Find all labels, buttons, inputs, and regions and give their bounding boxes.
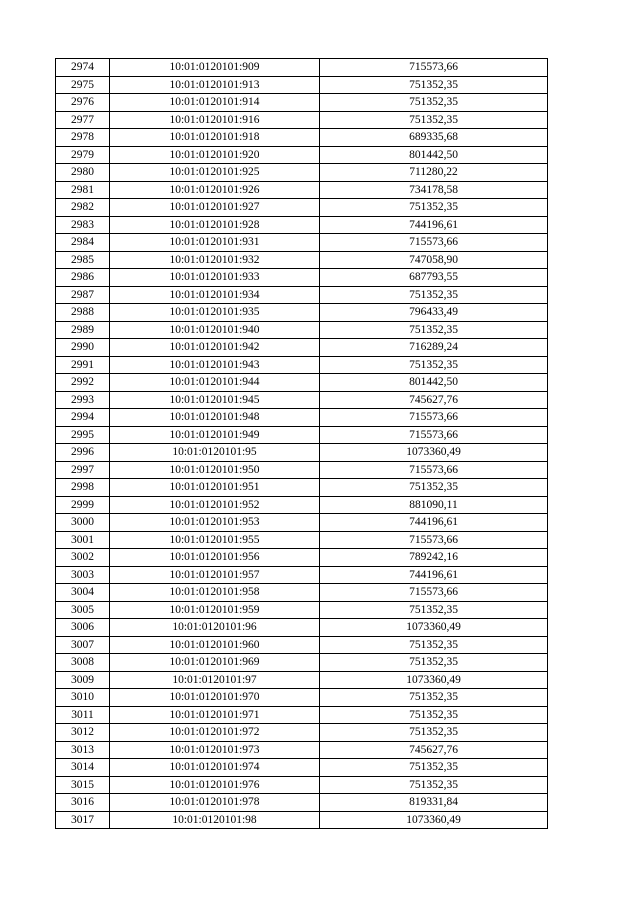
cadastral-value-cell: 801442,50 [320,146,548,164]
cadastral-number-cell: 10:01:0120101:960 [110,636,320,654]
row-number-cell: 2987 [56,286,110,304]
cadastral-number-cell: 10:01:0120101:973 [110,741,320,759]
cadastral-number-cell: 10:01:0120101:96 [110,619,320,637]
cadastral-number-cell: 10:01:0120101:978 [110,794,320,812]
table-row [56,216,548,234]
cadastral-value-cell: 751352,35 [320,199,548,217]
row-number-cell: 2980 [56,164,110,182]
cadastral-number-cell: 10:01:0120101:928 [110,216,320,234]
row-number-cell: 2974 [56,59,110,77]
table-row [56,531,548,549]
table-row [56,76,548,94]
row-number-cell: 3003 [56,566,110,584]
cadastral-value-cell: 715573,66 [320,584,548,602]
cadastral-value-cell: 734178,58 [320,181,548,199]
cadastral-value-cell: 751352,35 [320,479,548,497]
cadastral-number-cell: 10:01:0120101:909 [110,59,320,77]
cadastral-value-cell: 744196,61 [320,216,548,234]
cadastral-value-cell: 751352,35 [320,689,548,707]
cadastral-number-cell: 10:01:0120101:913 [110,76,320,94]
cadastral-number-cell: 10:01:0120101:955 [110,531,320,549]
cadastral-value-cell: 1073360,49 [320,671,548,689]
row-number-cell: 3017 [56,811,110,829]
table-row [56,811,548,829]
cadastral-number-cell: 10:01:0120101:972 [110,724,320,742]
table-row [56,199,548,217]
row-number-cell: 2984 [56,234,110,252]
row-number-cell: 2996 [56,444,110,462]
table-row [56,741,548,759]
table-row [56,234,548,252]
table-row [56,391,548,409]
row-number-cell: 2990 [56,339,110,357]
table-row [56,409,548,427]
row-number-cell: 3013 [56,741,110,759]
row-number-cell: 2993 [56,391,110,409]
row-number-cell: 2994 [56,409,110,427]
cadastral-number-cell: 10:01:0120101:949 [110,426,320,444]
row-number-cell: 2982 [56,199,110,217]
row-number-cell: 2985 [56,251,110,269]
cadastral-number-cell: 10:01:0120101:971 [110,706,320,724]
cadastral-number-cell: 10:01:0120101:925 [110,164,320,182]
cadastral-number-cell: 10:01:0120101:932 [110,251,320,269]
row-number-cell: 3006 [56,619,110,637]
row-number-cell: 2988 [56,304,110,322]
cadastral-value-cell: 715573,66 [320,461,548,479]
table-row [56,286,548,304]
row-number-cell: 2992 [56,374,110,392]
row-number-cell: 3000 [56,514,110,532]
table-row [56,164,548,182]
cadastral-value-cell: 751352,35 [320,286,548,304]
table-row [56,601,548,619]
row-number-cell: 3001 [56,531,110,549]
table-row [56,251,548,269]
cadastral-number-cell: 10:01:0120101:914 [110,94,320,112]
cadastral-value-cell: 745627,76 [320,741,548,759]
cadastral-number-cell: 10:01:0120101:956 [110,549,320,567]
cadastral-number-cell: 10:01:0120101:920 [110,146,320,164]
row-number-cell: 3011 [56,706,110,724]
row-number-cell: 2998 [56,479,110,497]
cadastral-value-cell: 687793,55 [320,269,548,287]
row-number-cell: 2986 [56,269,110,287]
row-number-cell: 2991 [56,356,110,374]
table-row [56,269,548,287]
row-number-cell: 2999 [56,496,110,514]
table-row [56,356,548,374]
cadastral-value-cell: 715573,66 [320,409,548,427]
row-number-cell: 3007 [56,636,110,654]
cadastral-number-cell: 10:01:0120101:942 [110,339,320,357]
row-number-cell: 3005 [56,601,110,619]
cadastral-number-cell: 10:01:0120101:935 [110,304,320,322]
cadastral-value-cell: 751352,35 [320,706,548,724]
cadastral-value-cell: 715573,66 [320,426,548,444]
cadastral-number-cell: 10:01:0120101:926 [110,181,320,199]
table-row [56,374,548,392]
row-number-cell: 2981 [56,181,110,199]
table-row [56,461,548,479]
cadastral-value-cell: 1073360,49 [320,811,548,829]
table-row [56,59,548,77]
cadastral-number-cell: 10:01:0120101:945 [110,391,320,409]
cadastral-value-cell: 751352,35 [320,111,548,129]
row-number-cell: 2975 [56,76,110,94]
cadastral-value-cell: 1073360,49 [320,444,548,462]
cadastral-value-cell: 751352,35 [320,601,548,619]
table-body [56,59,548,829]
cadastral-number-cell: 10:01:0120101:943 [110,356,320,374]
table-row [56,654,548,672]
cadastral-value-cell: 751352,35 [320,94,548,112]
cadastral-number-cell: 10:01:0120101:931 [110,234,320,252]
row-number-cell: 2983 [56,216,110,234]
table-row [56,619,548,637]
cadastral-value-cell: 751352,35 [320,776,548,794]
cadastral-value-cell: 751352,35 [320,356,548,374]
row-number-cell: 3002 [56,549,110,567]
table-row [56,549,548,567]
cadastral-number-cell: 10:01:0120101:959 [110,601,320,619]
table-row [56,321,548,339]
cadastral-value-cell: 1073360,49 [320,619,548,637]
cadastral-number-cell: 10:01:0120101:933 [110,269,320,287]
table-row [56,671,548,689]
cadastral-value-cell: 745627,76 [320,391,548,409]
cadastral-value-cell: 751352,35 [320,636,548,654]
table-row [56,479,548,497]
row-number-cell: 3015 [56,776,110,794]
cadastral-value-cell: 744196,61 [320,566,548,584]
cadastral-value-cell: 715573,66 [320,531,548,549]
table-row [56,181,548,199]
table-row [56,776,548,794]
table-row [56,444,548,462]
cadastral-number-cell: 10:01:0120101:95 [110,444,320,462]
table-row [56,514,548,532]
cadastral-number-cell: 10:01:0120101:976 [110,776,320,794]
cadastral-value-cell: 715573,66 [320,234,548,252]
cadastral-value-table [55,58,548,829]
cadastral-number-cell: 10:01:0120101:918 [110,129,320,147]
table-row [56,706,548,724]
cadastral-value-cell: 711280,22 [320,164,548,182]
cadastral-value-cell: 789242,16 [320,549,548,567]
table-row [56,111,548,129]
row-number-cell: 2995 [56,426,110,444]
cadastral-number-cell: 10:01:0120101:952 [110,496,320,514]
row-number-cell: 3009 [56,671,110,689]
row-number-cell: 2979 [56,146,110,164]
row-number-cell: 2977 [56,111,110,129]
row-number-cell: 2976 [56,94,110,112]
cadastral-value-cell: 751352,35 [320,759,548,777]
table-row [56,584,548,602]
cadastral-number-cell: 10:01:0120101:957 [110,566,320,584]
row-number-cell: 3010 [56,689,110,707]
cadastral-number-cell: 10:01:0120101:958 [110,584,320,602]
cadastral-value-cell: 751352,35 [320,76,548,94]
row-number-cell: 3016 [56,794,110,812]
cadastral-value-cell: 689335,68 [320,129,548,147]
cadastral-number-cell: 10:01:0120101:927 [110,199,320,217]
table-row [56,129,548,147]
table-row [56,794,548,812]
cadastral-value-cell: 796433,49 [320,304,548,322]
table-row [56,426,548,444]
cadastral-value-cell: 747058,90 [320,251,548,269]
cadastral-number-cell: 10:01:0120101:953 [110,514,320,532]
table-row [56,759,548,777]
cadastral-number-cell: 10:01:0120101:974 [110,759,320,777]
row-number-cell: 2989 [56,321,110,339]
row-number-cell: 3014 [56,759,110,777]
cadastral-value-cell: 751352,35 [320,654,548,672]
table-row [56,636,548,654]
row-number-cell: 3004 [56,584,110,602]
table-row [56,304,548,322]
cadastral-number-cell: 10:01:0120101:950 [110,461,320,479]
cadastral-number-cell: 10:01:0120101:98 [110,811,320,829]
cadastral-value-cell: 801442,50 [320,374,548,392]
table-row [56,339,548,357]
row-number-cell: 2978 [56,129,110,147]
table-row [56,146,548,164]
cadastral-number-cell: 10:01:0120101:948 [110,409,320,427]
cadastral-number-cell: 10:01:0120101:916 [110,111,320,129]
cadastral-value-cell: 881090,11 [320,496,548,514]
cadastral-value-cell: 751352,35 [320,724,548,742]
table-row [56,689,548,707]
row-number-cell: 3012 [56,724,110,742]
cadastral-number-cell: 10:01:0120101:97 [110,671,320,689]
table-row [56,724,548,742]
cadastral-value-cell: 744196,61 [320,514,548,532]
row-number-cell: 3008 [56,654,110,672]
row-number-cell: 2997 [56,461,110,479]
cadastral-value-cell: 751352,35 [320,321,548,339]
table-row [56,94,548,112]
cadastral-value-cell: 716289,24 [320,339,548,357]
cadastral-number-cell: 10:01:0120101:969 [110,654,320,672]
cadastral-number-cell: 10:01:0120101:944 [110,374,320,392]
table-row [56,566,548,584]
cadastral-number-cell: 10:01:0120101:934 [110,286,320,304]
cadastral-number-cell: 10:01:0120101:970 [110,689,320,707]
table-row [56,496,548,514]
cadastral-value-cell: 819331,84 [320,794,548,812]
cadastral-value-cell: 715573,66 [320,59,548,77]
cadastral-number-cell: 10:01:0120101:951 [110,479,320,497]
cadastral-number-cell: 10:01:0120101:940 [110,321,320,339]
